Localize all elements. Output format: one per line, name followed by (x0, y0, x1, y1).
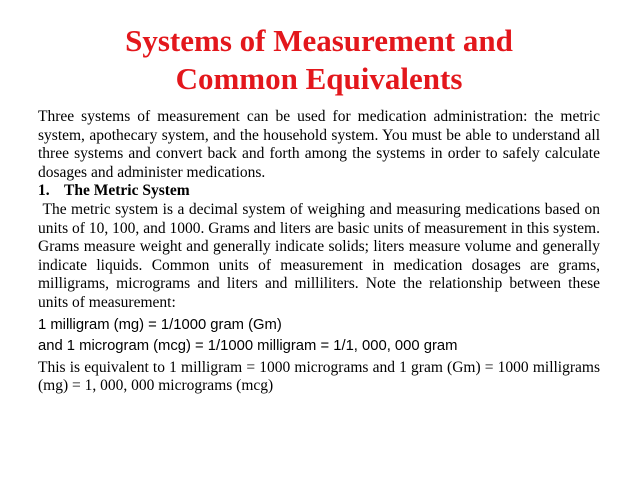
intro-paragraph: Three systems of measurement can be used for medication administration: the metric system, apothecary system, and the household system. You must be able to understand all three systems and convert back and forth among the systems in order to safely calculate dosages and administer medications. (38, 108, 600, 181)
equation-microgram: and 1 microgram (mcg) = 1/1000 milligram = 1/1, 000, 000 gram (38, 338, 458, 355)
title-line-1: Systems of Measurement and (125, 23, 513, 58)
slide-body (38, 108, 600, 396)
section-heading-text: The Metric System (64, 182, 190, 200)
metric-paragraph-text: The metric system is a decimal system of weighing and measuring medications based on units of 10, 100, and 1000. Grams and liters are basic units of measurement in this system. Grams measure weight and generally indicate solids; liters measure volume and generally indicate liquids. Common units of measurement in medication dosages are grams, milligrams, micrograms and liters and milliliters. Note the relationship between these units of measurement: (38, 200, 601, 311)
section-number: 1. (38, 182, 50, 200)
title-line-2: Common Equivalents (175, 61, 463, 96)
equation-milligram: 1 milligram (mg) = 1/1000 gram (Gm) (38, 316, 282, 333)
metric-paragraph (38, 201, 600, 313)
slide-title (60, 22, 578, 98)
section-heading (38, 182, 600, 201)
summary-paragraph: This is equivalent to 1 milligram = 1000 micrograms and 1 gram (Gm) = 1000 milligrams (mg) = 1, 000, 000 micrograms (mcg) (38, 358, 600, 395)
